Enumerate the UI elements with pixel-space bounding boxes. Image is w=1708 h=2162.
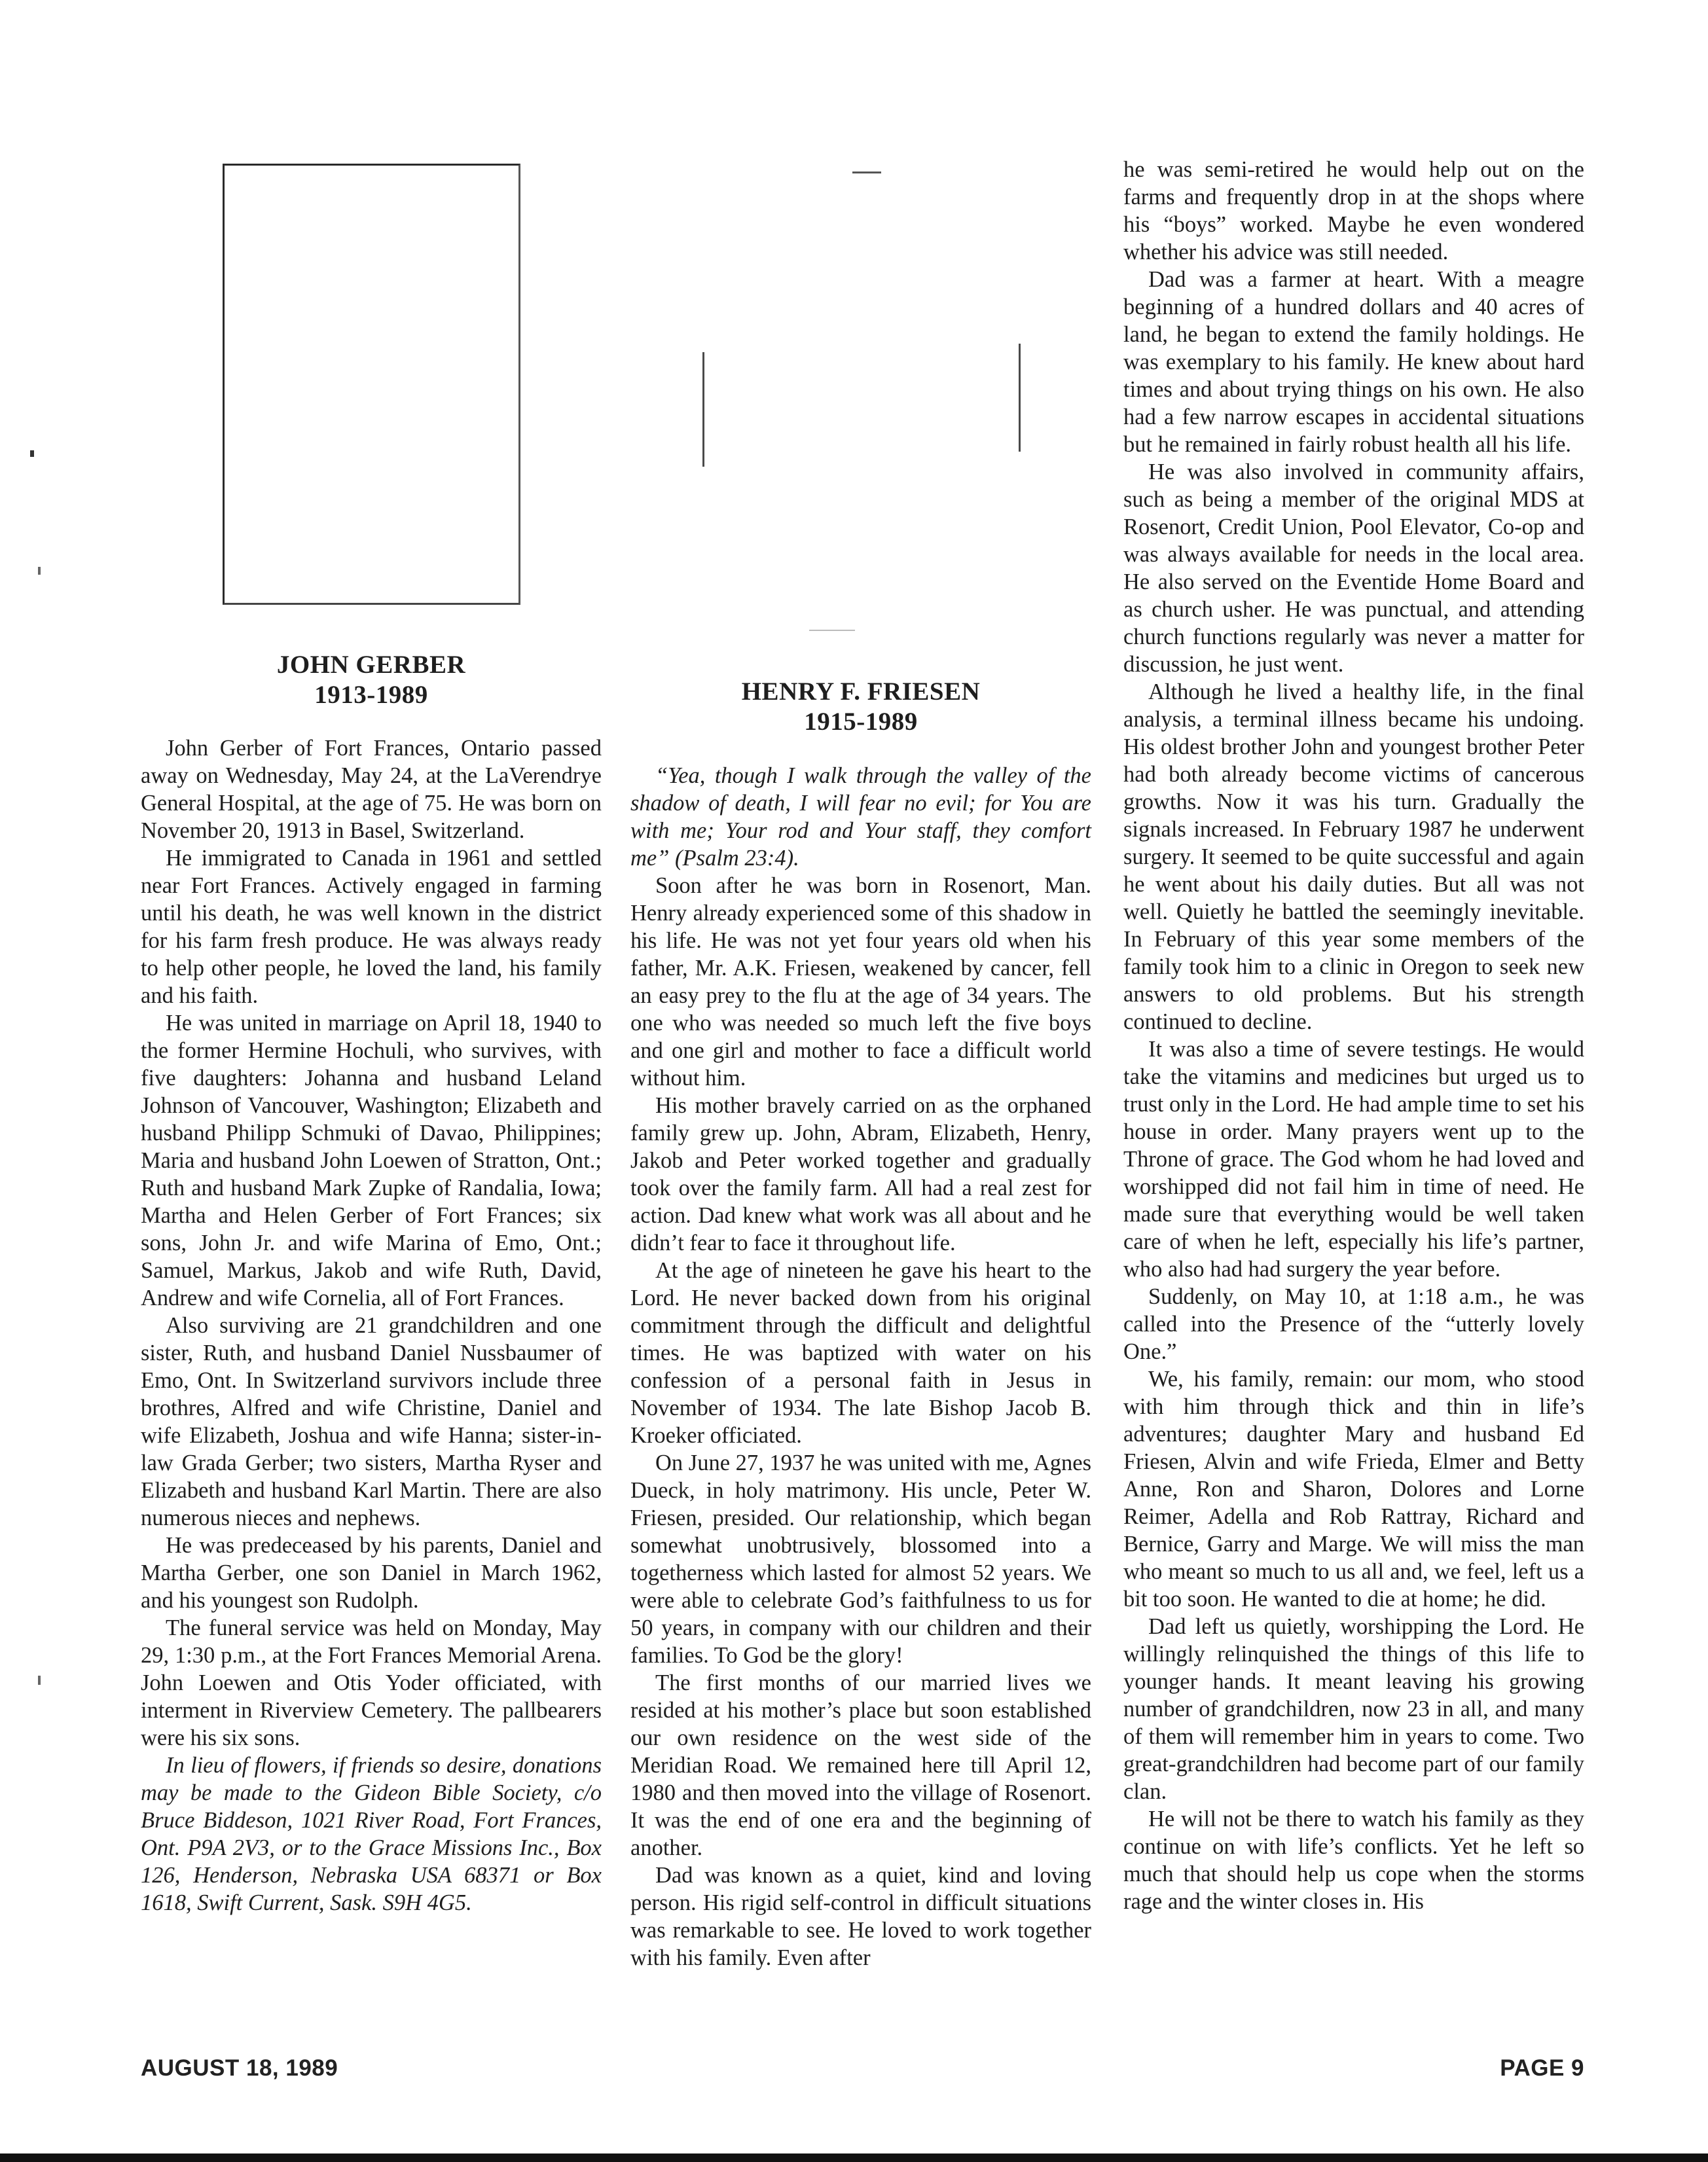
memorial-note: In lieu of flowers, if friends so desire, donations may be made to the Gideon Bible Society, c/o Bruce Biddeson, 1021 River Road, Fort Frances, Ont. P9A 2V3, or to the Grace Missions Inc., Box 126, Henderson, Nebraska USA 68371 or Box 1618, Swift Current, Sask. S9H 4G5. bbox=[141, 1753, 602, 1915]
body-paragraph: he was semi-retired he would help out on the farms and frequently drop in at the shops where his “boys” worked. Maybe he even wondered whether his advice was still needed. bbox=[1123, 157, 1584, 264]
body-paragraph: Soon after he was born in Rosenort, Man. Henry already experienced some of this shadow in his life. He was not yet four years old when his father, Mr. A.K. Friesen, weakened by cancer, fell an easy prey to the flu at the age of 34 years. The one who was needed so much left the five boys and one girl and mother to face a difficult world without him. bbox=[630, 873, 1091, 1090]
body-paragraph: His mother bravely carried on as the orphaned family grew up. John, Abram, Elizabeth, Henry, Jakob and Peter worked together and gradually took over the family farm. All had a real zest for action. Dad knew what work was all about and he didn’t fear to face it throughout life. bbox=[630, 1093, 1091, 1255]
photo-left-bracket-henry-friesen bbox=[702, 352, 704, 467]
footer-date: AUGUST 18, 1989 bbox=[141, 2055, 338, 2081]
obituary-years: 1915-1989 bbox=[804, 708, 918, 736]
body-paragraph: Suddenly, on May 10, at 1:18 a.m., he was called into the Presence of the “utterly lovely One.” bbox=[1123, 1284, 1584, 1364]
body-paragraph: The funeral service was held on Monday, May 29, 1:30 p.m., at the Fort Frances Memorial Arena. John Loewen and Otis Yoder officiated, with interment in Riverview Cemetery. The pallbearers were his six sons. bbox=[141, 1615, 602, 1750]
obituary-name: HENRY F. FRIESEN bbox=[741, 677, 981, 706]
photo-top-mark-henry-friesen bbox=[852, 171, 881, 173]
body-paragraph: Also surviving are 21 grandchildren and one sister, Ruth, and husband Daniel Nussbaumer of Emo, Ont. In Switzerland survivors include three brothres, Alfred and wife Christine, Daniel and wife Elizabeth, Joshua and wife Hanna; sister-in-law Grada Gerber; two sisters, Martha Ryser and Elizabeth and husband Karl Martin. There are also numerous nieces and nephews. bbox=[141, 1313, 602, 1530]
body-paragraph: It was also a time of severe testings. He would take the vitamins and medicines but urged us to trust only in the Lord. He had ample time to set his house in order. Many prayers went up to the Throne of grace. The God whom he had loved and worshipped did not fail him in time of need. He made sure that everything would be well taken care of when he left, especially his life’s partner, who also had had surgery the year before. bbox=[1123, 1037, 1584, 1282]
footer-page-number: PAGE 9 bbox=[1500, 2055, 1584, 2081]
margin-speck bbox=[30, 450, 34, 457]
photo-right-bracket-henry-friesen bbox=[1019, 344, 1021, 452]
body-paragraph: He will not be there to watch his family as they continue on with life’s conflicts. Yet he left so much that should help us cope when the storms rage and the winter closes in. His bbox=[1123, 1807, 1584, 1914]
body-paragraph: He was united in marriage on April 18, 1940 to the former Hermine Hochuli, who survives, with five daughters: Johanna and husband Leland Johnson of Vancouver, Washington; Elizabeth and husband Philipp Schmuki of Davao, Philippines; Maria and husband John Loewen of Stratton, Ont.; Ruth and husband Mark Zupke of Randalia, Iowa; Martha and Helen Gerber of Fort Frances; six sons, John Jr. and wife Marina of Emo, Ont.; Samuel, Markus, Jakob and wife Ruth, David, Andrew and wife Cornelia, all of Fort Frances. bbox=[141, 1011, 602, 1310]
margin-speck bbox=[38, 1676, 41, 1685]
body-paragraph: The first months of our married lives we resided at his mother’s place but soon established our own residence on the west side of the Meridian Road. We remained here till April 12, 1980 and then moved into the village of Rosenort. It was the end of one era and the beginning of another. bbox=[630, 1670, 1091, 1860]
obituary-body-henry-friesen-continued bbox=[1123, 156, 1584, 1915]
body-paragraph: We, his family, remain: our mom, who stood with him through thick and thin in life’s adventures; daughter Mary and husband Ed Friesen, Alvin and wife Frieda, Elmer and Betty Anne, Ron and Sharon, Dolores and Lorne Reimer, Adella and Rob Rattray, Richard and Bernice, Garry and Marge. We will miss the man who meant so much to us all and, we feel, left us a bit too soon. He wanted to die at home; he did. bbox=[1123, 1367, 1584, 1612]
body-paragraph: Dad was known as a quiet, kind and loving person. His rigid self-control in difficult situations was remarkable to see. He loved to work together with his family. Even after bbox=[630, 1863, 1091, 1970]
obituary-body-henry-friesen bbox=[630, 762, 1091, 1972]
margin-speck bbox=[38, 567, 41, 575]
obituary-years: 1913-1989 bbox=[314, 681, 428, 709]
body-paragraph: John Gerber of Fort Frances, Ontario passed away on Wednesday, May 24, at the LaVerendrye General Hospital, at the age of 75. He was born on November 20, 1913 in Basel, Switzerland. bbox=[141, 736, 602, 843]
obituary-name: JOHN GERBER bbox=[276, 651, 466, 679]
scripture-epigraph: “Yea, though I walk through the valley of the shadow of death, I will fear no evil; for You are with me; Your rod and Your staff, they comfort me” (Psalm 23:4). bbox=[630, 763, 1091, 871]
obituary-heading-henry-friesen bbox=[630, 677, 1091, 737]
body-paragraph: He was also involved in community affairs, such as being a member of the original MDS at Rosenort, Credit Union, Pool Elevator, Co-op and was always available for needs in the local area. He also served on the Eventide Home Board and as church usher. He was punctual, and attending church functions regularly was never a matter for discussion, he just went. bbox=[1123, 459, 1584, 677]
body-paragraph: He immigrated to Canada in 1961 and settled near Fort Frances. Actively engaged in farming until his death, he was well known in the district for his farm fresh produce. He was always ready to help other people, he loved the land, his family and his faith. bbox=[141, 846, 602, 1008]
scan-bottom-edge bbox=[0, 2153, 1708, 2162]
body-paragraph: He was predeceased by his parents, Daniel and Martha Gerber, one son Daniel in March 1962, and his youngest son Rudolph. bbox=[141, 1533, 602, 1613]
body-paragraph: Dad left us quietly, worshipping the Lord. He willingly relinquished the things of this life to younger hands. It meant leaving his growing number of grandchildren, now 23 in all, and many of them will remember him in years to come. Two great-grandchildren had become part of our family clan. bbox=[1123, 1614, 1584, 1804]
obituary-heading-john-gerber bbox=[141, 650, 602, 710]
body-paragraph: Dad was a farmer at heart. With a meagre beginning of a hundred dollars and 40 acres of land, he began to extend the family holdings. He was exemplary to his family. He knew about hard times and about trying things on his own. He also had a few narrow escapes in accidental situations but he remained in fairly robust health all his life. bbox=[1123, 267, 1584, 457]
body-paragraph: At the age of nineteen he gave his heart to the Lord. He never backed down from his original commitment through the difficult and delightful times. He was baptized with water on his confession of a personal faith in Jesus in November of 1934. The late Bishop Jacob B. Kroeker officiated. bbox=[630, 1258, 1091, 1448]
photo-bottom-mark-henry-friesen bbox=[809, 630, 855, 631]
obituary-body-john-gerber bbox=[141, 734, 602, 1917]
photo-frame-john-gerber bbox=[223, 164, 520, 605]
body-paragraph: On June 27, 1937 he was united with me, Agnes Dueck, in holy matrimony. His uncle, Peter W. Friesen, presided. Our relationship, which began somewhat unobtrusively, blossomed into a togetherness which lasted for almost 52 years. We were able to celebrate God’s faithfulness to us for 50 years, in company with our children and their families. To God be the glory! bbox=[630, 1450, 1091, 1668]
body-paragraph: Although he lived a healthy life, in the final analysis, a terminal illness became his undoing. His oldest brother John and youngest brother Peter had both already become victims of cancerous growths. Now it was his turn. Gradually the signals increased. In February 1987 he underwent surgery. It seemed to be quite successful and again he went about his daily duties. But all was not well. Quietly he battled the seemingly inevitable. In February of this year some members of the family took him to a clinic in Oregon to seek new answers to old problems. But his strength continued to decline. bbox=[1123, 679, 1584, 1034]
